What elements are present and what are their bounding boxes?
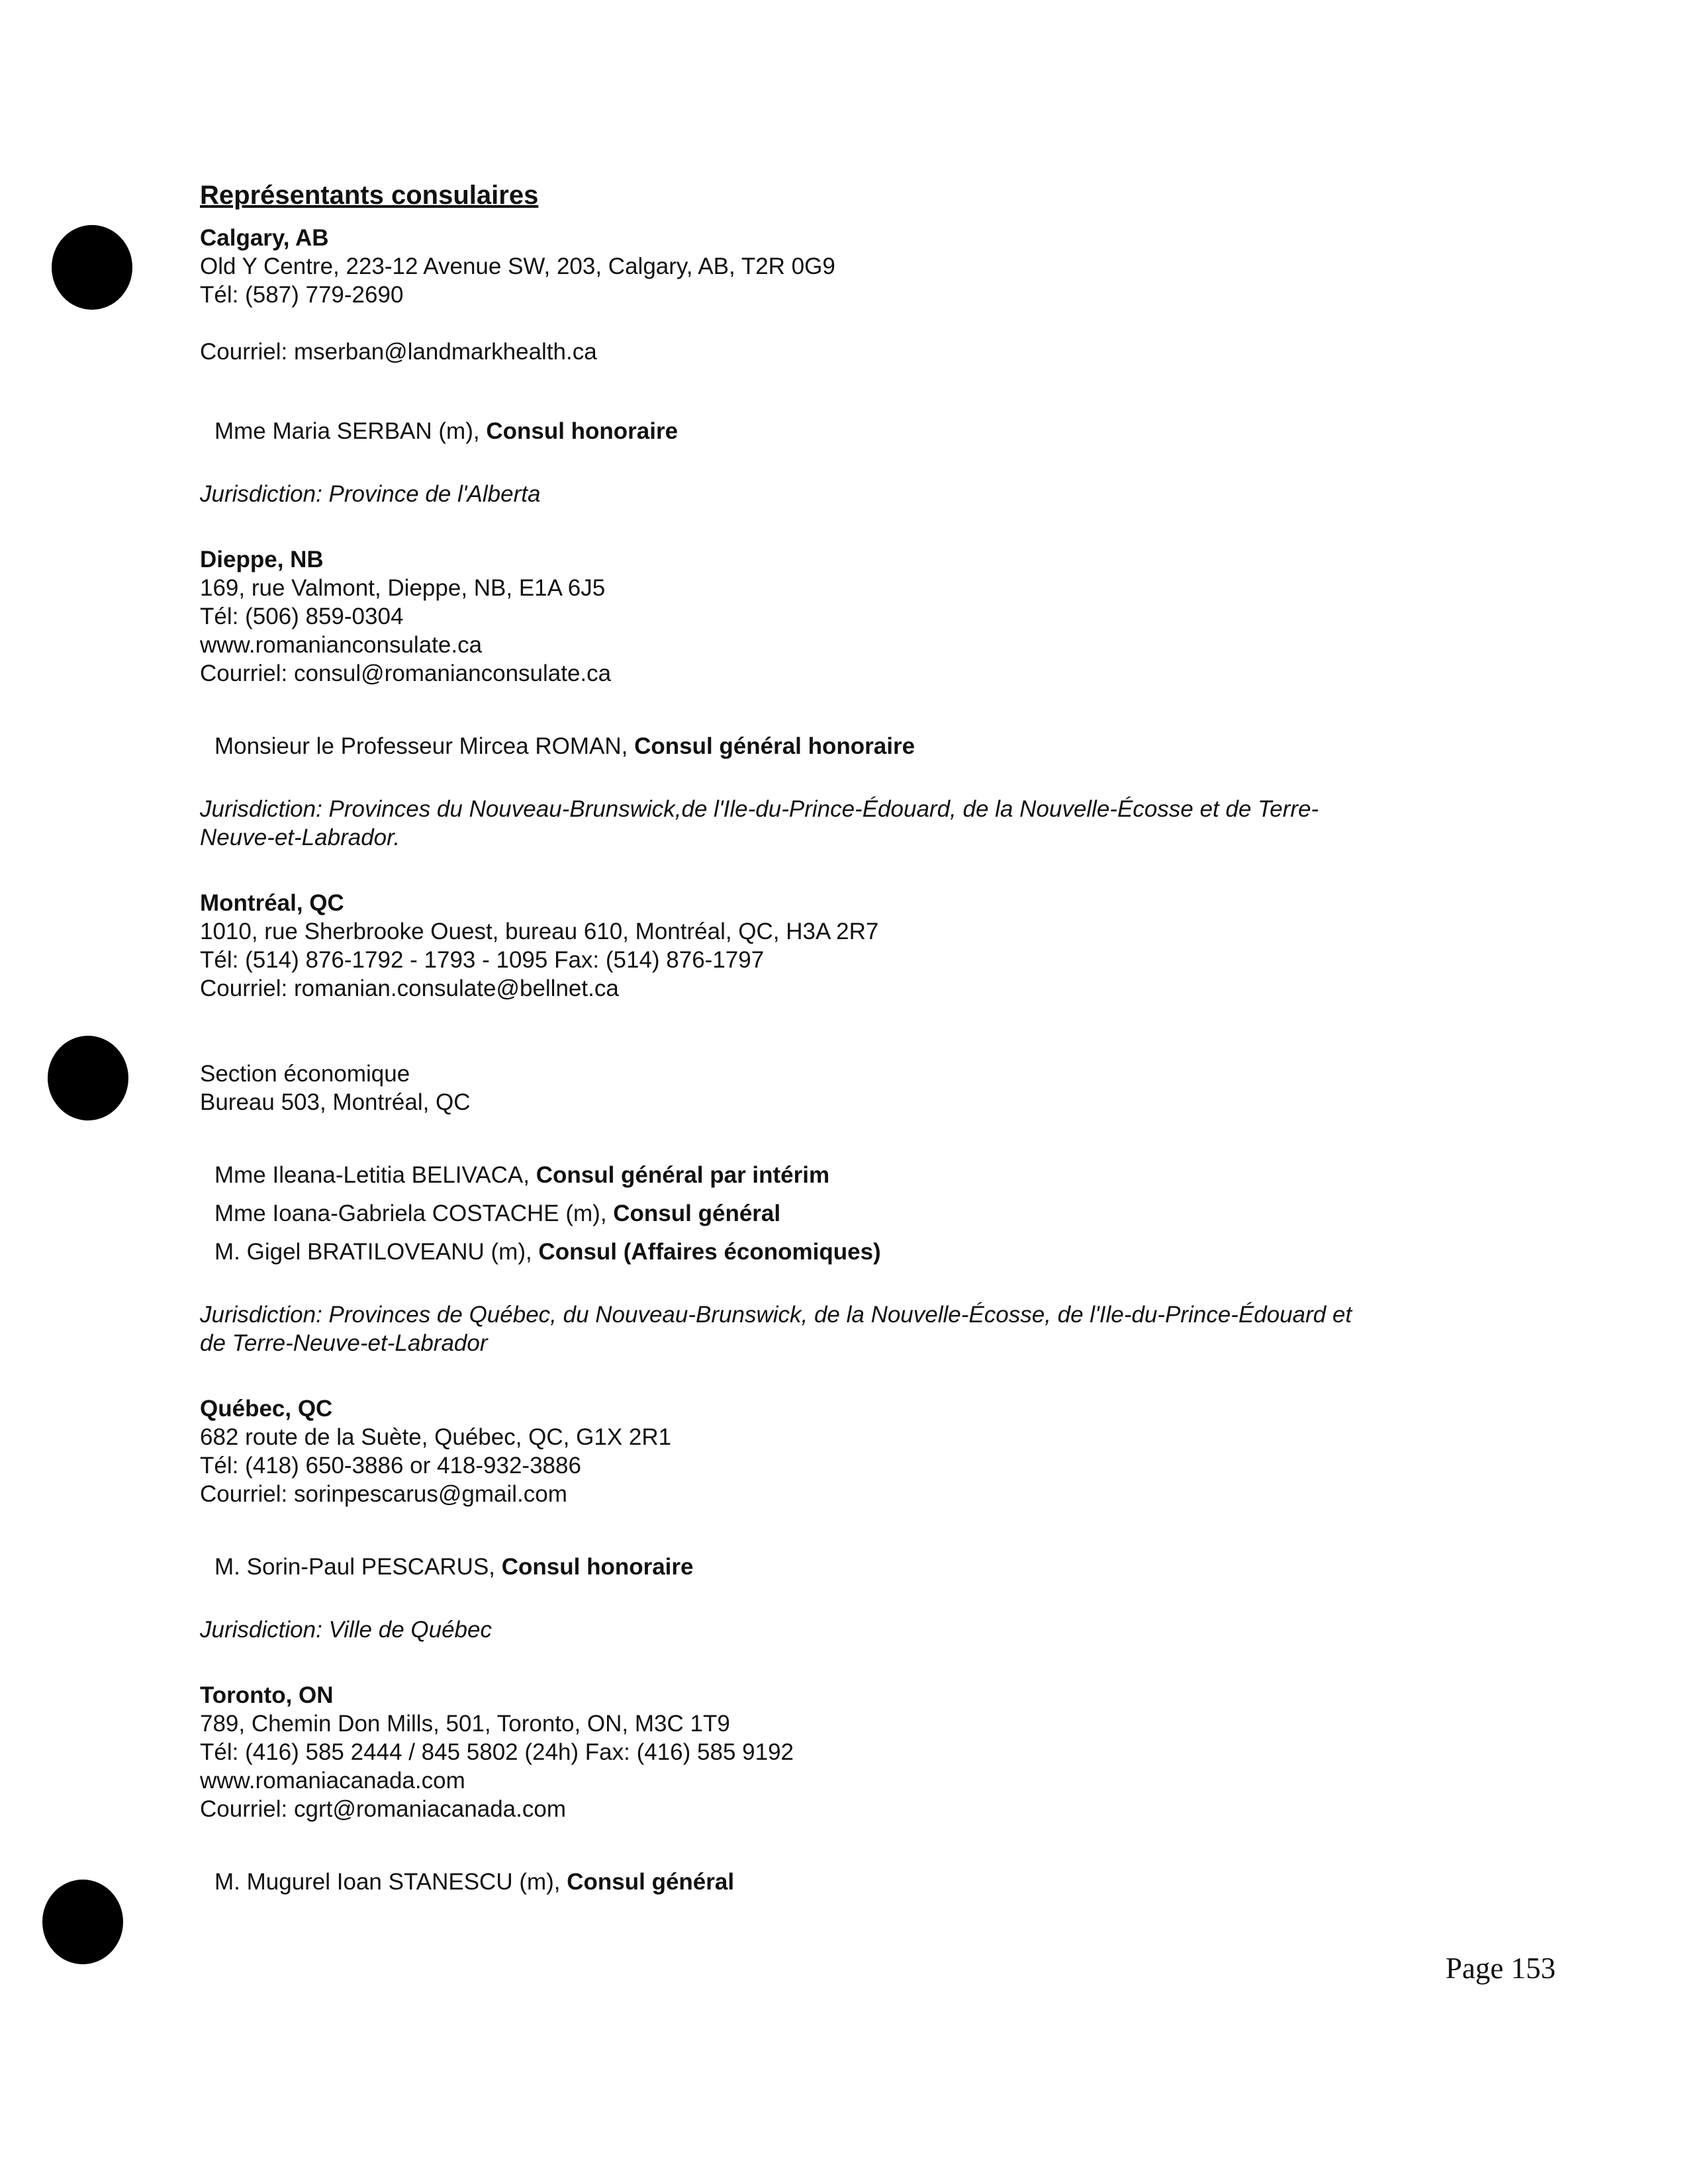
jurisdiction: Jurisdiction: Provinces de Québec, du Nouveau-Brunswick, de la Nouvelle-Écosse, de l'Ile-du-Prince-Édouard et de Terre-Neuve-et-Labrador [200,1302,1352,1356]
section-montreal [200,889,1524,1357]
person-name: Mme Maria SERBAN (m), [214,418,487,444]
address-line: 682 route de la Suète, Québec, QC, G1X 2R1 [200,1424,672,1450]
email-line: Courriel: consul@romanianconsulate.ca [200,660,612,686]
punch-hole [42,1880,123,1964]
jurisdiction: Jurisdiction: Ville de Québec [200,1617,492,1643]
jurisdiction: Jurisdiction: Province de l'Alberta [200,481,541,507]
section-toronto [200,1681,1524,1901]
section-quebec [200,1394,1524,1644]
person-role: Consul général honoraire [634,733,915,759]
phone-line: Tél: (506) 859-0304 [200,604,404,629]
website-line: www.romaniacanada.com [200,1768,465,1794]
person-role: Consul honoraire [501,1554,694,1580]
person-name: Monsieur le Professeur Mircea ROMAN, [214,733,635,759]
person-name: Mme Ileana-Letitia BELIVACA, [214,1162,536,1188]
section-label: Section économique [200,1061,410,1087]
person-role: Consul honoraire [486,418,679,444]
person-name: M. Gigel BRATILOVEANU (m), [214,1239,539,1265]
city-heading: Montréal, QC [200,890,344,916]
city-heading: Québec, QC [200,1396,333,1422]
city-heading: Dieppe, NB [200,547,324,572]
people-list [214,412,1524,451]
person-entry [214,1233,1524,1271]
bureau-line: Bureau 503, Montréal, QC [200,1089,471,1115]
address-line: 169, rue Valmont, Dieppe, NB, E1A 6J5 [200,575,606,601]
punch-hole [48,1036,128,1120]
person-role: Consul général [567,1869,735,1895]
phone-line: Tél: (418) 650-3886 or 418-932-3886 [200,1453,581,1479]
website-line: www.romanianconsulate.ca [200,632,483,658]
person-role: Consul général par intérim [536,1162,830,1188]
page-title: Représentants consulaires [200,181,539,210]
phone-line: Tél: (416) 585 2444 / 845 5802 (24h) Fax: (416) 585 9192 [200,1739,794,1765]
people-list [214,1156,1524,1271]
person-entry [214,1156,1524,1195]
person-entry [214,1863,1524,1901]
person-entry [214,412,1524,451]
jurisdiction: Jurisdiction: Provinces du Nouveau-Brunswick,de l'Ile-du-Prince-Édouard, de la Nouvelle-Écosse et de Terre-Neuve-et-Labrador. [200,796,1319,850]
section-calgary [200,224,1524,508]
email-line: Courriel: mserban@landmarkhealth.ca [200,339,597,365]
document-body [200,179,1524,1933]
address-line: Old Y Centre, 223-12 Avenue SW, 203, Calgary, AB, T2R 0G9 [200,253,835,279]
city-heading: Calgary, AB [200,225,329,251]
address-line: 1010, rue Sherbrooke Ouest, bureau 610, Montréal, QC, H3A 2R7 [200,919,879,944]
person-entry [214,1195,1524,1233]
person-entry [214,727,1524,766]
person-name: M. Mugurel Ioan STANESCU (m), [214,1869,567,1895]
city-heading: Toronto, ON [200,1682,334,1708]
people-list [214,727,1524,766]
people-list [214,1863,1524,1901]
punch-hole [52,225,132,310]
email-line: Courriel: sorinpescarus@gmail.com [200,1481,567,1507]
email-line: Courriel: romanian.consulate@bellnet.ca [200,976,619,1001]
people-list [214,1548,1524,1586]
person-entry [214,1548,1524,1586]
phone-line: Tél: (587) 779-2690 [200,282,404,308]
section-dieppe [200,545,1524,852]
page-number: Page 153 [1445,1952,1556,1985]
person-name: Mme Ioana-Gabriela COSTACHE (m), [214,1201,614,1226]
person-role: Consul (Affaires économiques) [538,1239,881,1265]
phone-line: Tél: (514) 876-1792 - 1793 - 1095 Fax: (514) 876-1797 [200,947,765,973]
address-line: 789, Chemin Don Mills, 501, Toronto, ON, M3C 1T9 [200,1711,730,1737]
person-name: M. Sorin-Paul PESCARUS, [214,1554,502,1580]
email-line: Courriel: cgrt@romaniacanada.com [200,1796,566,1822]
person-role: Consul général [613,1201,781,1226]
